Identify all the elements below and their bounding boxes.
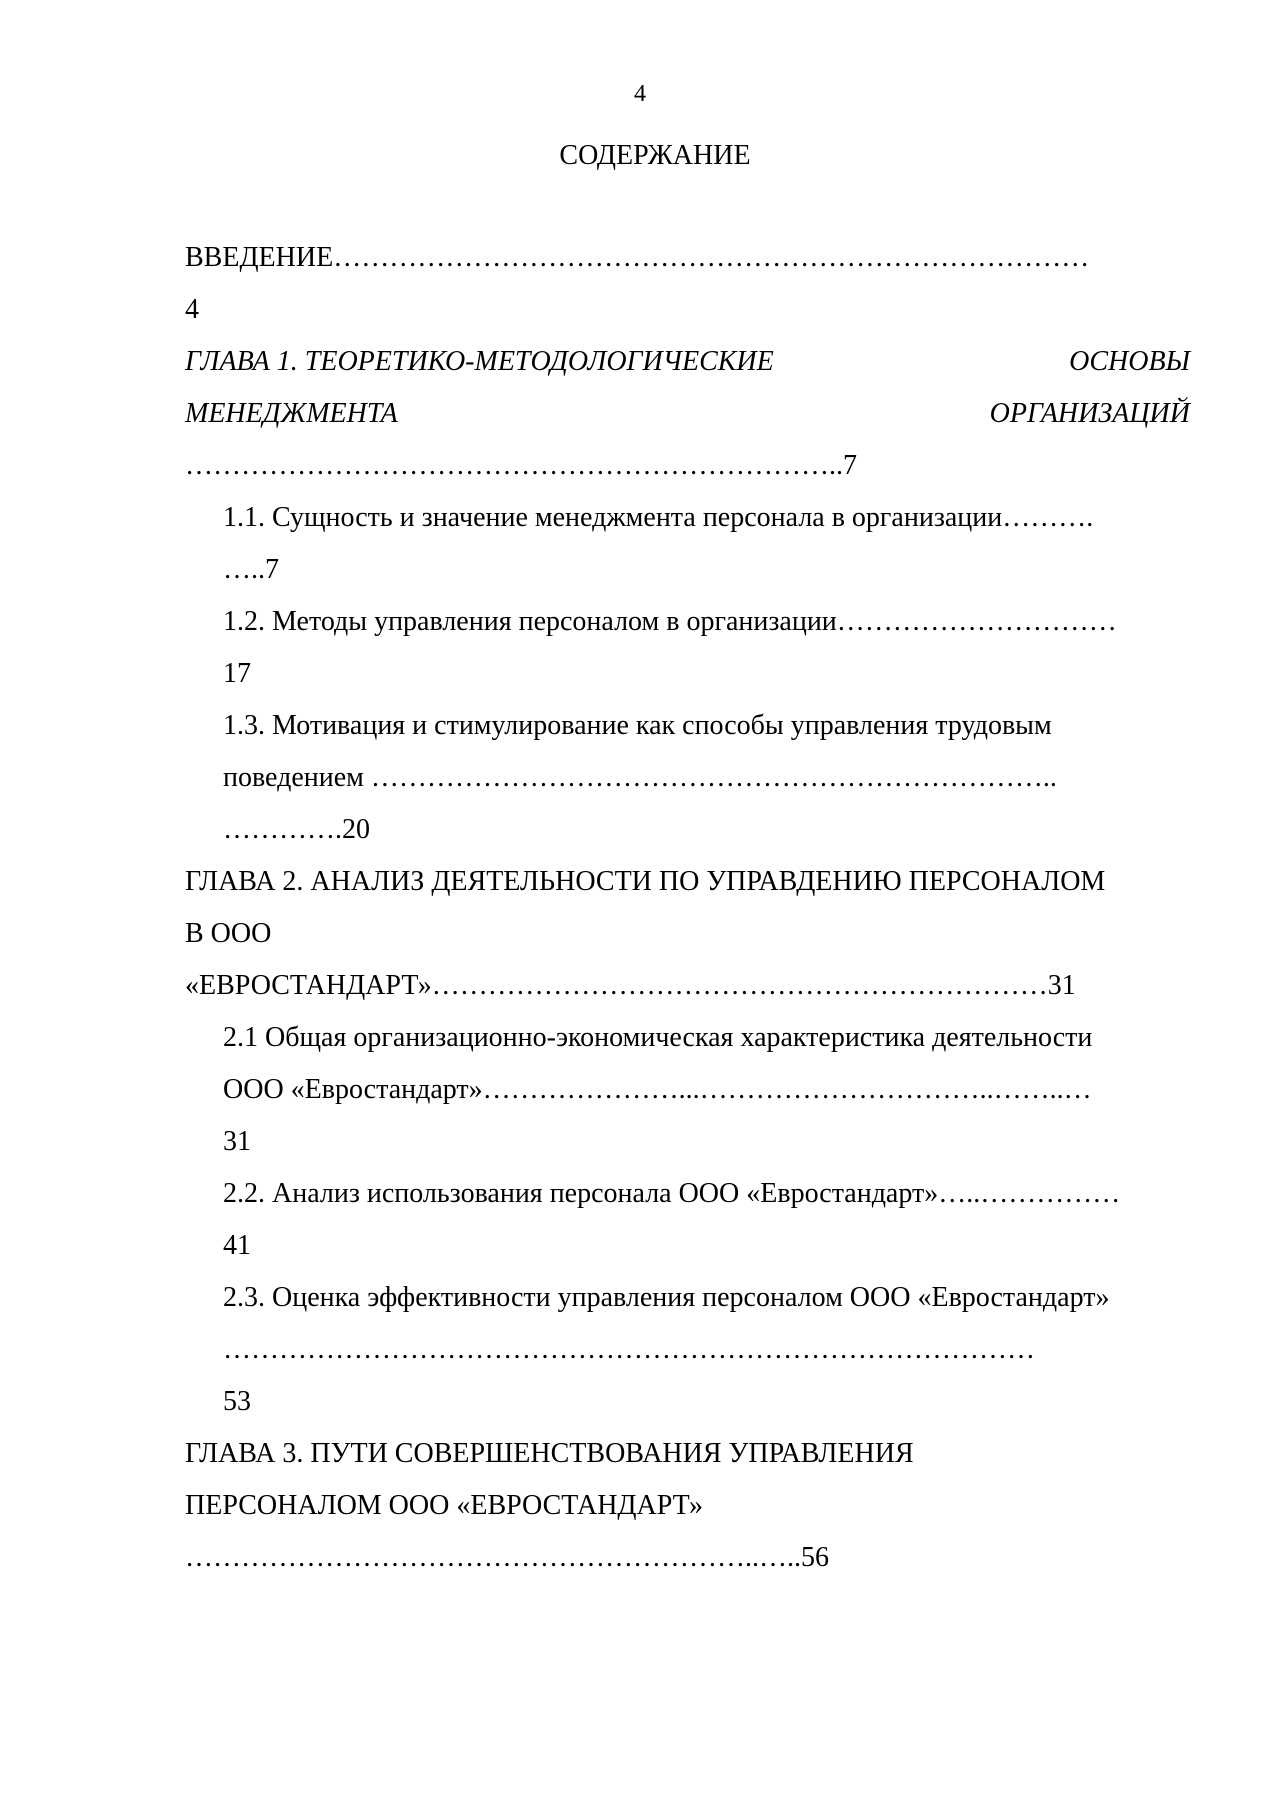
toc-intro-line1: ВВЕДЕНИЕ………………………………………………………………………	[185, 242, 1090, 273]
toc-ch2-s1-line3: 31	[223, 1126, 251, 1157]
toc-ch1-s3-line1: 1.3. Мотивация и стимулирование как способы управления трудовым	[223, 710, 1052, 741]
toc-ch2-s2-line1: 2.2. Анализ использования персонала ООО «Евростандарт»…..……………	[223, 1178, 1121, 1209]
toc-ch2-line3: «ЕВРОСТАНДАРТ»…………………………………………………………31	[185, 970, 1076, 1001]
toc-intro-page: 4	[185, 294, 199, 325]
toc-ch1-line3: ……………………………………………………………..7	[185, 450, 857, 481]
toc-ch1-line1-right: ОСНОВЫ	[1069, 346, 1190, 377]
toc-ch2-s3-line2: ……………………………………………………………………………	[223, 1334, 1035, 1365]
toc-ch2-line2: В ООО	[185, 918, 272, 949]
toc-ch2-s3-line3: 53	[223, 1386, 251, 1417]
toc-ch1-s3-line2: поведением ………………………………………………………………..	[223, 762, 1057, 793]
toc-ch2-s3-line1: 2.3. Оценка эффективности управления персоналом ООО «Евростандарт»	[223, 1282, 1110, 1313]
toc-ch3-line2: ПЕРСОНАЛОМ ООО «ЕВРОСТАНДАРТ»	[185, 1490, 704, 1521]
toc-ch1-line1	[185, 346, 1190, 378]
toc-ch2-s2-line2: 41	[223, 1230, 251, 1261]
page-number: 4	[634, 81, 646, 107]
page-title: СОДЕРЖАНИЕ	[559, 140, 751, 171]
toc-ch1-line2-right: ОРГАНИЗАЦИЙ	[989, 398, 1190, 429]
toc-ch2-s1-line1: 2.1 Общая организационно-экономическая характеристика деятельности	[223, 1022, 1093, 1053]
toc-ch1-s1-line2: …..7	[223, 554, 279, 585]
toc-ch1-s1-line1: 1.1. Сущность и значение менеджмента персонала в организации……….	[223, 502, 1094, 533]
toc-ch2-s1-line2: ООО «Евростандарт»…………………...…………………………..……..…	[223, 1074, 1092, 1105]
toc-ch1-s2-line2: 17	[223, 658, 251, 689]
toc-ch3-line3: ……………………………………………………..…..56	[185, 1542, 829, 1573]
toc-ch1-line2-left: МЕНЕДЖМЕНТА	[185, 398, 398, 429]
toc-ch1-line2	[185, 398, 1190, 430]
toc-ch1-line1-left: ГЛАВА 1. ТЕОРЕТИКО-МЕТОДОЛОГИЧЕСКИЕ	[185, 346, 774, 377]
toc-ch1-s2-line1: 1.2. Методы управления персоналом в организации…………………………	[223, 606, 1117, 637]
toc-ch1-s3-line3: ………….20	[223, 814, 370, 845]
toc-ch2-line1: ГЛАВА 2. АНАЛИЗ ДЕЯТЕЛЬНОСТИ ПО УПРАВДЕНИЮ ПЕРСОНАЛОМ	[185, 866, 1106, 897]
toc-ch3-line1: ГЛАВА 3. ПУТИ СОВЕРШЕНСТВОВАНИЯ УПРАВЛЕНИЯ	[185, 1438, 914, 1469]
